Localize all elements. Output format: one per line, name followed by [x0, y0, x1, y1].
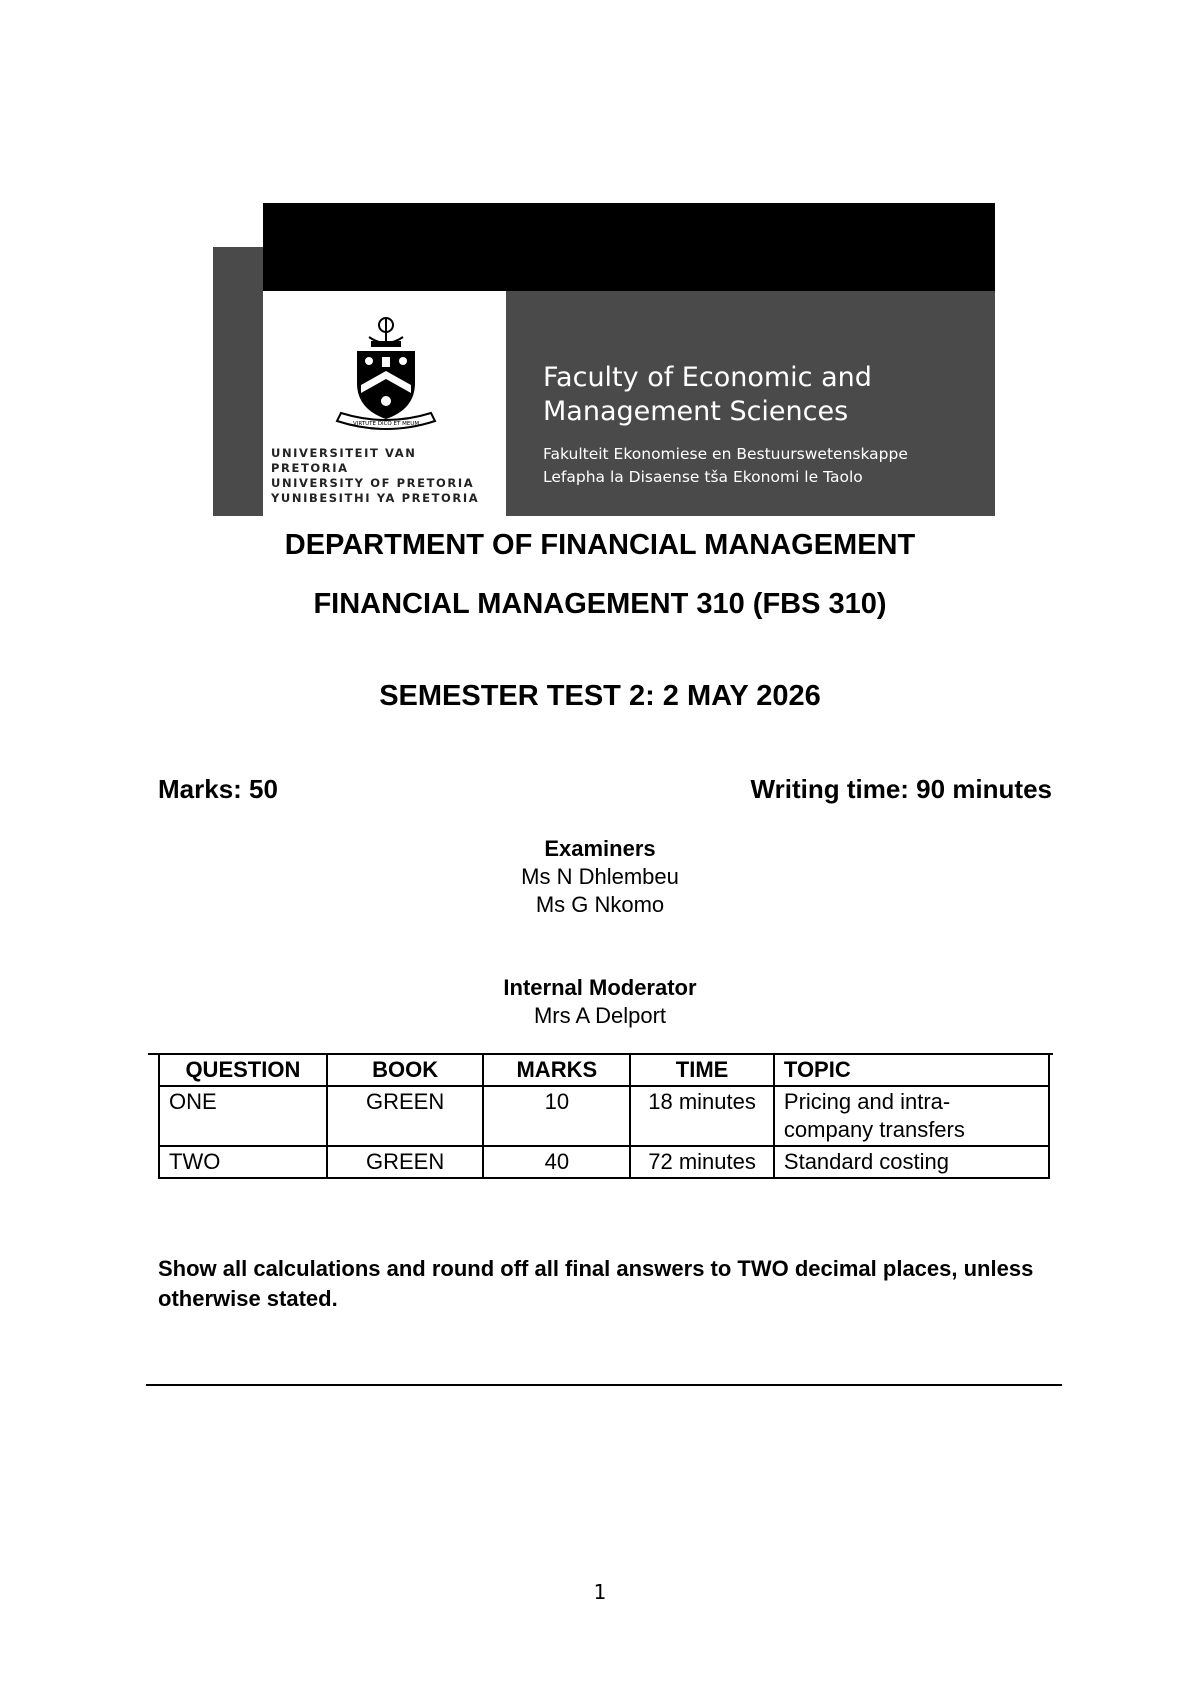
faculty-title-line1: Faculty of Economic and	[543, 362, 872, 393]
cell-topic: Pricing and intra-company transfers	[774, 1086, 1049, 1146]
total-marks: Marks: 50	[158, 774, 278, 804]
university-name-afrikaans: UNIVERSITEIT VAN PRETORIA	[271, 446, 417, 475]
examiners-label: Examiners	[544, 836, 656, 861]
cell-book: GREEN	[327, 1086, 484, 1146]
moderator-name: Mrs A Delport	[533, 1003, 667, 1028]
header-question: QUESTION	[159, 1054, 327, 1086]
table-row	[159, 1086, 1049, 1146]
course-heading: FINANCIAL MANAGEMENT 310 (FBS 310)	[313, 588, 887, 620]
faculty-title-line2: Management Sciences	[543, 396, 849, 427]
cell-question: TWO	[159, 1146, 327, 1178]
examiner-name: Ms G Nkomo	[535, 892, 665, 917]
table-header-row	[159, 1054, 1049, 1086]
faculty-name-sepedi: Lefapha la Disaense tša Ekonomi le Taolo	[543, 468, 863, 486]
examiners-block	[0, 835, 1200, 919]
header-book: BOOK	[327, 1054, 484, 1086]
university-crest-icon	[321, 313, 451, 438]
cell-question: ONE	[159, 1086, 327, 1146]
faculty-title	[543, 361, 983, 429]
header-marks: MARKS	[483, 1054, 630, 1086]
faculty-name-afrikaans: Fakulteit Ekonomiese en Bestuurswetenskappe	[543, 445, 908, 463]
university-logo-box	[263, 291, 506, 516]
horizontal-rule	[146, 1384, 1062, 1386]
test-heading: SEMESTER TEST 2: 2 MAY 2026	[379, 680, 821, 712]
university-names	[271, 446, 496, 506]
instruction-text: Show all calculations and round off all final answers to TWO decimal places, unless otherwise stated.	[158, 1256, 1034, 1311]
table-row	[159, 1146, 1049, 1178]
faculty-banner	[213, 203, 995, 516]
examiner-name: Ms N Dhlembeu	[521, 864, 679, 889]
header-time: TIME	[630, 1054, 774, 1086]
header-topic: TOPIC	[774, 1054, 1049, 1086]
crest-motto: VIRTUTE DICO ET MEUM	[352, 421, 420, 427]
cell-time: 72 minutes	[630, 1146, 774, 1178]
faculty-subtitles	[543, 443, 988, 489]
cell-topic: Standard costing	[774, 1146, 1049, 1178]
cell-book: GREEN	[327, 1146, 484, 1178]
page-number: 1	[593, 1580, 607, 1604]
department-heading: DEPARTMENT OF FINANCIAL MANAGEMENT	[284, 529, 916, 561]
writing-time: Writing time: 90 minutes	[750, 774, 1052, 804]
moderator-label: Internal Moderator	[503, 975, 697, 1000]
question-summary-table	[158, 1053, 1050, 1179]
university-name-english: UNIVERSITY OF PRETORIA	[271, 476, 475, 490]
cell-time: 18 minutes	[630, 1086, 774, 1146]
moderator-block	[0, 974, 1200, 1030]
cell-marks: 10	[483, 1086, 630, 1146]
cell-marks: 40	[483, 1146, 630, 1178]
university-name-sepedi: YUNIBESITHI YA PRETORIA	[271, 491, 480, 505]
banner-black-bar	[263, 203, 995, 291]
